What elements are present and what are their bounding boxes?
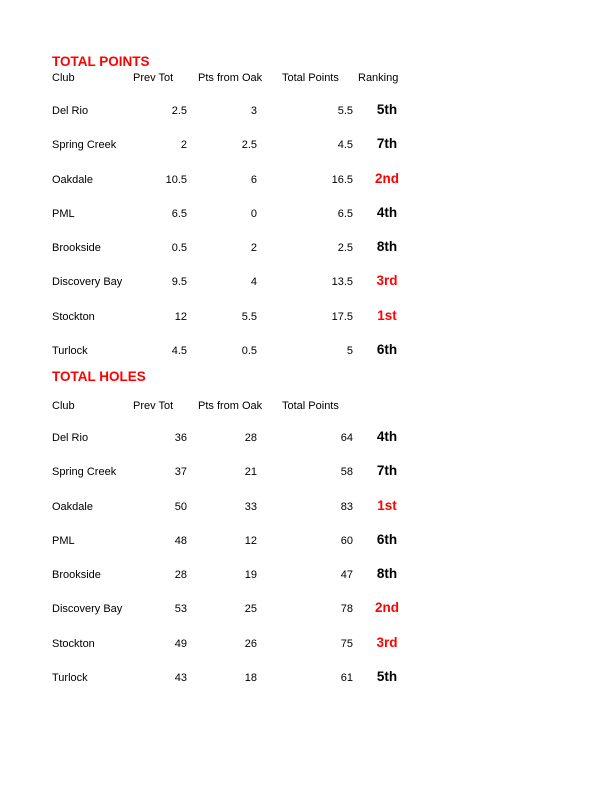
club-name: Brookside (52, 242, 101, 254)
ranking-value: 6th (376, 341, 398, 357)
prev-tot-value: 36 (174, 432, 187, 444)
prev-tot-value: 10.5 (165, 173, 187, 186)
club-name: Stockton (52, 310, 95, 323)
pts-from-oak-value: 2.5 (241, 139, 257, 152)
table-row-oakdale (52, 499, 424, 514)
total-points-value: 17.5 (331, 310, 353, 323)
pts-from-oak-value: 2 (250, 242, 257, 254)
pts-from-oak-value: 4 (250, 276, 257, 289)
prev-tot-value: 0.5 (171, 242, 187, 254)
ranking-value: 8th (376, 566, 398, 581)
table-row-discovery-bay (52, 274, 424, 289)
prev-tot-value: 2.5 (171, 105, 187, 117)
club-name: Del Rio (52, 432, 89, 444)
column-header-pts-from-oak: Pts from Oak (198, 400, 263, 412)
ranking-value: 1st (377, 497, 397, 513)
total-points-value: 13.5 (331, 276, 353, 289)
pts-from-oak-value: 26 (244, 637, 257, 650)
ranking-value: 1st (377, 307, 397, 323)
table-row-turlock (52, 670, 424, 685)
ranking-value: 2nd (374, 170, 399, 186)
ranking-value: 4th (376, 204, 398, 220)
club-name: PML (52, 534, 75, 547)
ranking-value: 3rd (376, 634, 398, 650)
column-header-club: Club (52, 400, 75, 412)
pts-from-oak-value: 19 (244, 569, 257, 581)
pts-from-oak-value: 18 (244, 671, 257, 684)
club-name: Spring Creek (52, 139, 117, 152)
prev-tot-value: 48 (174, 534, 187, 547)
prev-tot-value: 50 (174, 500, 187, 513)
pts-from-oak-value: 33 (244, 500, 257, 513)
ranking-value: 2nd (374, 600, 399, 616)
total-points-value: 75 (340, 637, 353, 650)
prev-tot-value: 4.5 (171, 344, 187, 357)
total-points-value: 60 (340, 534, 353, 547)
table-row-pml (52, 533, 424, 548)
column-header-prev-tot: Prev Tot (133, 400, 174, 412)
table-row-turlock (52, 343, 424, 358)
prev-tot-value: 6.5 (171, 207, 187, 220)
ranking-value: 5th (376, 102, 398, 117)
prev-tot-value: 12 (174, 310, 187, 323)
club-name: Discovery Bay (52, 276, 123, 289)
total-points-value: 6.5 (337, 207, 353, 220)
ranking-value: 7th (376, 463, 398, 479)
total-points-value: 16.5 (331, 173, 353, 186)
club-name: Discovery Bay (52, 603, 123, 616)
column-header-ranking: Ranking (358, 72, 399, 84)
column-header-total-points: Total Points (282, 72, 339, 84)
ranking-value: 8th (376, 239, 398, 254)
section-title-total-points: TOTAL POINTS (52, 54, 150, 69)
total-points-value: 58 (340, 466, 353, 479)
column-header-pts-from-oak: Pts from Oak (198, 72, 263, 84)
pts-from-oak-value: 0.5 (241, 344, 257, 357)
club-name: PML (52, 207, 75, 220)
club-name: Del Rio (52, 105, 89, 117)
club-name: Brookside (52, 569, 101, 581)
prev-tot-value: 2 (180, 139, 187, 152)
prev-tot-value: 53 (174, 603, 187, 616)
ranking-value: 3rd (376, 273, 398, 289)
total-points-value: 4.5 (337, 139, 353, 152)
table-row-brookside (52, 567, 424, 582)
table-row-stockton (52, 636, 424, 651)
pts-from-oak-value: 6 (250, 173, 257, 186)
table-row-spring-creek (52, 464, 424, 479)
total-points-header-row (52, 71, 424, 85)
pts-from-oak-value: 3 (250, 105, 257, 117)
ranking-value: 7th (376, 136, 398, 152)
prev-tot-value: 28 (174, 569, 187, 581)
ranking-value: 4th (376, 429, 398, 444)
table-row-del-rio (52, 430, 424, 445)
total-holes-header-row (52, 399, 424, 413)
prev-tot-value: 49 (174, 637, 187, 650)
club-name: Oakdale (52, 173, 93, 186)
ranking-value: 6th (376, 531, 398, 547)
club-name: Oakdale (52, 500, 93, 513)
pts-from-oak-value: 5.5 (241, 310, 257, 323)
table-row-stockton (52, 309, 424, 324)
table-row-spring-creek (52, 137, 424, 152)
total-points-value: 64 (340, 432, 353, 444)
pts-from-oak-value: 21 (244, 466, 257, 479)
club-name: Turlock (52, 671, 88, 684)
prev-tot-value: 43 (174, 671, 187, 684)
pts-from-oak-value: 28 (244, 432, 257, 444)
total-points-value: 2.5 (337, 242, 353, 254)
club-name: Turlock (52, 344, 88, 357)
total-points-value: 83 (340, 500, 353, 513)
ranking-value: 5th (376, 668, 398, 684)
column-header-total-points: Total Points (282, 400, 339, 412)
table-row-pml (52, 206, 424, 221)
pts-from-oak-value: 12 (244, 534, 257, 547)
prev-tot-value: 37 (174, 466, 187, 479)
total-points-value: 78 (340, 603, 353, 616)
total-points-value: 47 (340, 569, 353, 581)
table-row-discovery-bay (52, 601, 424, 616)
club-name: Spring Creek (52, 466, 117, 479)
total-points-value: 5.5 (337, 105, 353, 117)
column-header-prev-tot: Prev Tot (133, 72, 174, 84)
pts-from-oak-value: 25 (244, 603, 257, 616)
prev-tot-value: 9.5 (171, 276, 187, 289)
table-row-brookside (52, 240, 424, 255)
club-name: Stockton (52, 637, 95, 650)
section-title-total-holes: TOTAL HOLES (52, 369, 146, 384)
pts-from-oak-value: 0 (250, 207, 257, 220)
column-header-club: Club (52, 72, 75, 84)
total-points-value: 5 (346, 344, 353, 357)
table-row-oakdale (52, 172, 424, 187)
table-row-del-rio (52, 103, 424, 118)
total-points-value: 61 (340, 671, 353, 684)
